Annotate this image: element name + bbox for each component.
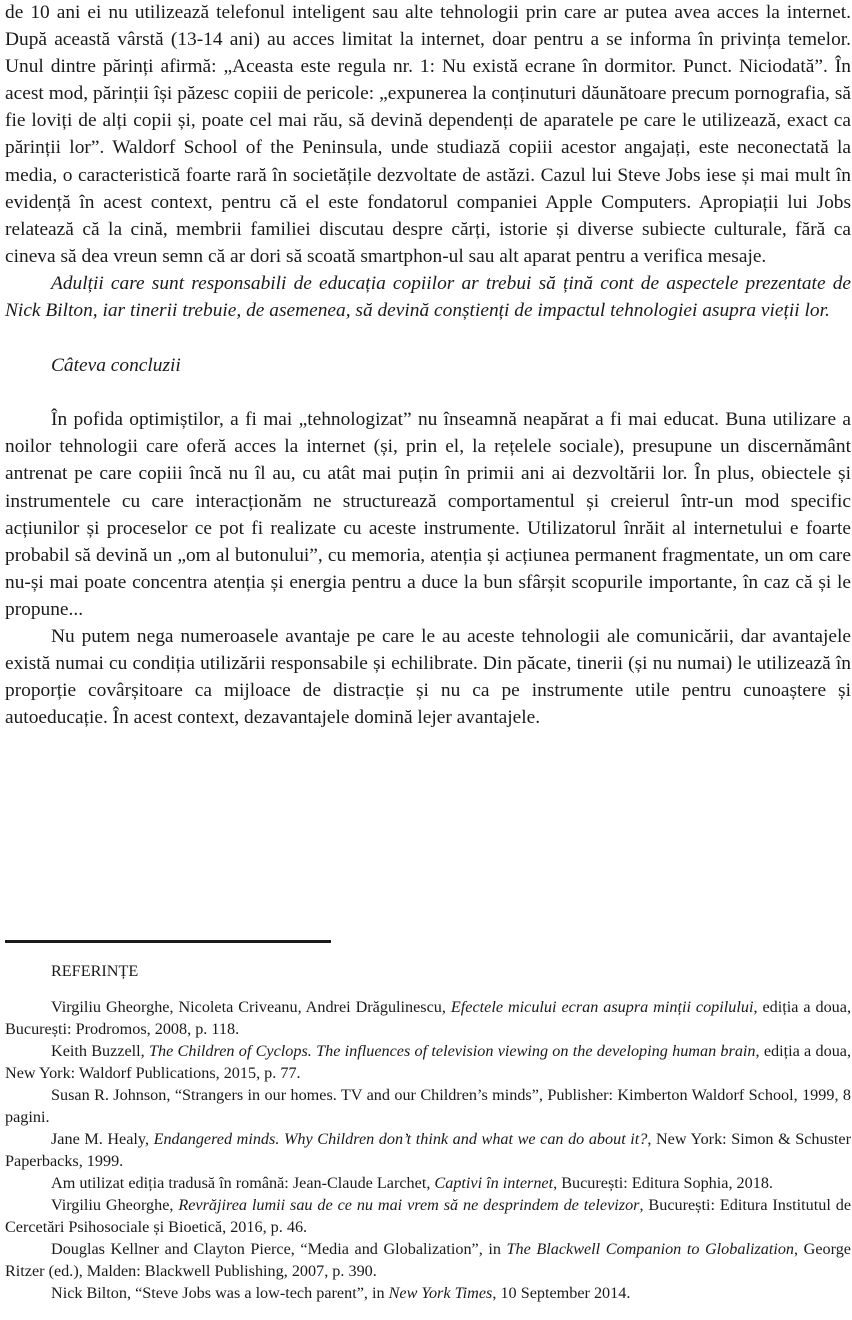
- references-title: REFERINȚE: [51, 962, 139, 980]
- reference-item: Virgiliu Gheorghe, Revrăjirea lumii sau de ce nu mai vrem să ne desprindem de televizor, București: Editura Institutul de Cercetări Psihosociale și Bioetică, 2016, p. 46.: [5, 1196, 852, 1236]
- reference-item: Nick Bilton, “Steve Jobs was a low-tech parent”, in New York Times, 10 September 2014.: [51, 1284, 631, 1302]
- reference-item: Virgiliu Gheorghe, Nicoleta Criveanu, Andrei Drăgulinescu, Efectele micului ecran asupra minții copilului, ediția a doua, București: Prodromos, 2008, p. 118.: [5, 998, 852, 1038]
- footnote-divider: [5, 940, 331, 943]
- paragraph-conclusion-1: În pofida optimiștilor, a fi mai „tehnologizat” nu înseamnă neapărat a fi mai educat. Buna utilizare a noilor tehnologii care oferă acces la internet (și, prin el, la rețelele sociale), presupune un discernământ antrenat pe care copiii încă nu îl au, cu atât mai puțin în primii ani ai dezvoltării lor. În plus, obiectele și instrumentele cu care interacționăm ne structurează comportamentul și creierul într-un mod specific acțiunilor și proceselor ce pot fi realizate cu aceste instrumente. Utilizatorul înrăit al internetului e foarte probabil să devină un „om al butonului”, cu memoria, atenția și acțiunea permanent fragmentate, un om care nu-și mai poate concentra atenția și energia pentru a duce la bun sfârșit scopurile importante, în caz că și le propune...: [5, 409, 851, 620]
- paragraph-conclusion-2: Nu putem nega numeroasele avantaje pe care le au aceste tehnologii ale comunicării, dar avantajele există numai cu condiția utilizării responsabile și echilibrate. Din păcate, tinerii (și nu numai) le utilizează în proporție covârșitoare ca mijloace de distracție și nu ca pe instrumente utile pentru cunoaștere și autoeducație. În acest context, dezavantajele domină lejer avantajele.: [5, 625, 851, 729]
- section-heading: Câteva concluzii: [51, 355, 181, 377]
- reference-item: Am utilizat ediția tradusă în română: Jean-Claude Larchet, Captivi în internet, București: Editura Sophia, 2018.: [51, 1174, 773, 1192]
- references-section: [5, 958, 851, 1304]
- reference-item: Susan R. Johnson, “Strangers in our homes. TV and our Children’s minds”, Publisher: Kimberton Waldorf School, 1999, 8 pagini.: [5, 1086, 851, 1126]
- reference-item: Jane M. Healy, Endangered minds. Why Children don’t think and what we can do about it?, New York: Simon & Schuster Paperbacks, 1999.: [5, 1130, 851, 1170]
- reference-item: Douglas Kellner and Clayton Pierce, “Media and Globalization”, in The Blackwell Companion to Globalization, George Ritzer (ed.), Malden: Blackwell Publishing, 2007, p. 390.: [5, 1240, 851, 1280]
- article-body: [5, 0, 851, 731]
- paragraph-italic-note: Adulții care sunt responsabili de educația copiilor ar trebui să țină cont de aspectele prezentate de Nick Bilton, iar tinerii trebuie, de asemenea, să devină conștienți de impactul tehnologiei asupra vieții lor.: [5, 272, 851, 322]
- paragraph-continued: de 10 ani ei nu utilizează telefonul inteligent sau alte tehnologii prin care ar putea avea acces la internet. După această vârstă (13-14 ani) au acces limitat la internet, doar pentru a se informa în privința temelor. Unul dintre părinți afirmă: „Aceasta este regula nr. 1: Nu există ecrane în dormitor. Punct. Niciodată”. În acest mod, părinții își păzesc copiii de pericole: „expunerea la conținuturi dăunătoare precum pornografia, să fie loviți de alți copii și, poate cel mai rău, să devină dependenți de aparatele pe care le utilizează, exact ca părinții lor”. Waldorf School of the Peninsula, unde studiază copiii acestor angajați, este neconectată la media, o caracteristică foarte rară în societățile dezvoltate de astăzi. Cazul lui Steve Jobs iese și mai mult în evidență în acest context, pentru că el este fondatorul companiei Apple Computers. Apropiații lui Jobs relatează că la cină, membrii familiei discutau despre cărți, istorie și diverse subiecte culturale, fără ca cineva să dea vreun semn că ar dori să scoată smartphon-ul sau alt aparat pentru a verifica mesaje.: [5, 2, 851, 267]
- reference-item: Keith Buzzell, The Children of Cyclops. The influences of television viewing on the developing human brain, ediția a doua, New York: Waldorf Publications, 2015, p. 77.: [5, 1042, 852, 1082]
